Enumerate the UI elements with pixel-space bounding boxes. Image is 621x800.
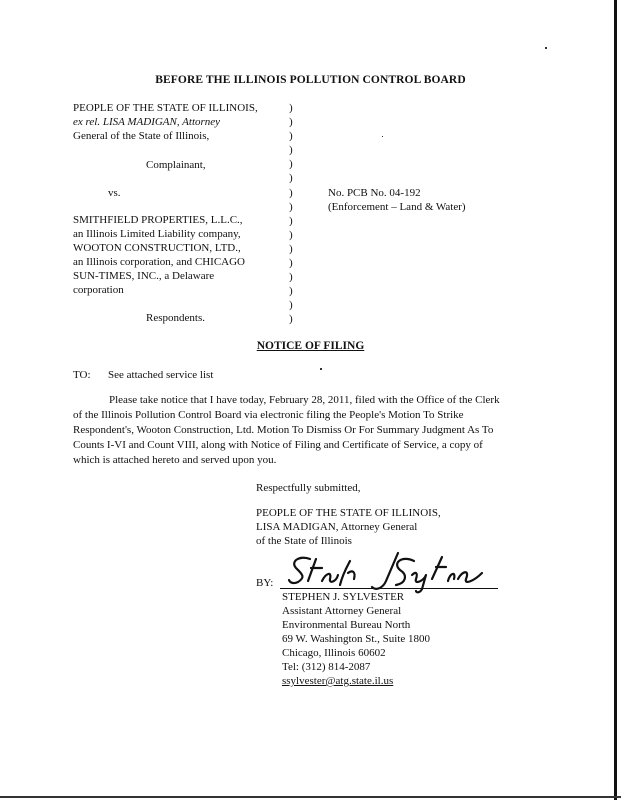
- to-value: See attached service list: [108, 369, 214, 381]
- paren: ): [289, 172, 293, 185]
- by-label: BY:: [256, 577, 274, 589]
- scan-edge-bottom: [0, 796, 621, 798]
- signer-city: Chicago, Illinois 60602: [282, 647, 386, 659]
- paren: ): [289, 214, 293, 227]
- notice-body: [73, 393, 535, 468]
- defendant-line: SUN-TIMES, INC., a Delaware: [73, 270, 215, 282]
- signer-name: STEPHEN J. SYLVESTER: [282, 591, 405, 603]
- paren: ): [289, 299, 293, 312]
- signature-line: [280, 588, 498, 589]
- defendant-line: WOOTON CONSTRUCTION, LTD.,: [73, 242, 241, 254]
- signer-address: 69 W. Washington St., Suite 1800: [282, 633, 431, 645]
- scan-edge-right: [614, 0, 617, 800]
- signer-title: Assistant Attorney General: [282, 605, 402, 617]
- vs-label: vs.: [108, 187, 121, 199]
- defendant-line: corporation: [73, 284, 124, 296]
- paren: ): [289, 130, 293, 143]
- paren: ): [289, 242, 293, 255]
- paren: ): [289, 313, 293, 326]
- plaintiff-line: ex rel. LISA MADIGAN, Attorney: [73, 116, 221, 128]
- signer-email-link[interactable]: ssylvester@atg.state.il.us: [282, 675, 394, 687]
- paren: ): [289, 257, 293, 270]
- body-line: which is attached hereto and served upon you.: [73, 454, 277, 466]
- complainant-label: Complainant,: [146, 159, 206, 171]
- party-line: of the State of Illinois: [256, 535, 352, 547]
- plaintiff-line: General of the State of Illinois,: [73, 130, 210, 142]
- case-type: (Enforcement – Land & Water): [328, 201, 466, 213]
- body-line: Respondent's, Wooton Construction, Ltd. Motion To Dismiss Or For Summary Judgment As To: [73, 424, 494, 436]
- paren: ): [289, 228, 293, 241]
- respondents-label: Respondents.: [146, 312, 205, 324]
- to-label: TO:: [73, 369, 91, 381]
- board-title: BEFORE THE ILLINOIS POLLUTION CONTROL BOARD: [155, 74, 466, 86]
- body-line: Counts I-VI and Count VIII, along with Notice of Filing and Certificate of Service, a copy of: [73, 439, 483, 451]
- body-line: of the Illinois Pollution Control Board via electronic filing the People's Motion To Strike: [73, 409, 464, 421]
- defendant-line: an Illinois Limited Liability company,: [73, 228, 241, 240]
- paren: ): [289, 285, 293, 298]
- party-line: PEOPLE OF THE STATE OF ILLINOIS,: [256, 507, 441, 519]
- scan-speck: [320, 368, 322, 370]
- respectfully-submitted: Respectfully submitted,: [256, 482, 361, 494]
- notice-title: NOTICE OF FILING: [256, 340, 365, 352]
- paren: ): [289, 102, 293, 114]
- body-line: Please take notice that I have today, February 28, 2011, filed with the Office of the Clerk: [109, 394, 500, 406]
- paren: ): [289, 116, 293, 129]
- paren: ): [289, 200, 293, 213]
- scan-speck: [545, 47, 547, 49]
- caption-paren-column: [289, 101, 293, 327]
- paren: ): [289, 271, 293, 284]
- defendant-line: SMITHFIELD PROPERTIES, L.L.C.,: [73, 214, 243, 226]
- plaintiff-line: PEOPLE OF THE STATE OF ILLINOIS,: [73, 102, 258, 114]
- signer-phone: Tel: (312) 814-2087: [282, 661, 371, 673]
- signer-bureau: Environmental Bureau North: [282, 619, 411, 631]
- case-number: No. PCB No. 04-192: [328, 187, 421, 199]
- party-line: LISA MADIGAN, Attorney General: [256, 521, 418, 533]
- paren: ): [289, 186, 293, 199]
- defendant-line: an Illinois corporation, and CHICAGO: [73, 256, 245, 268]
- paren: ): [289, 158, 293, 171]
- scan-speck: [382, 136, 383, 137]
- paren: ): [289, 144, 293, 157]
